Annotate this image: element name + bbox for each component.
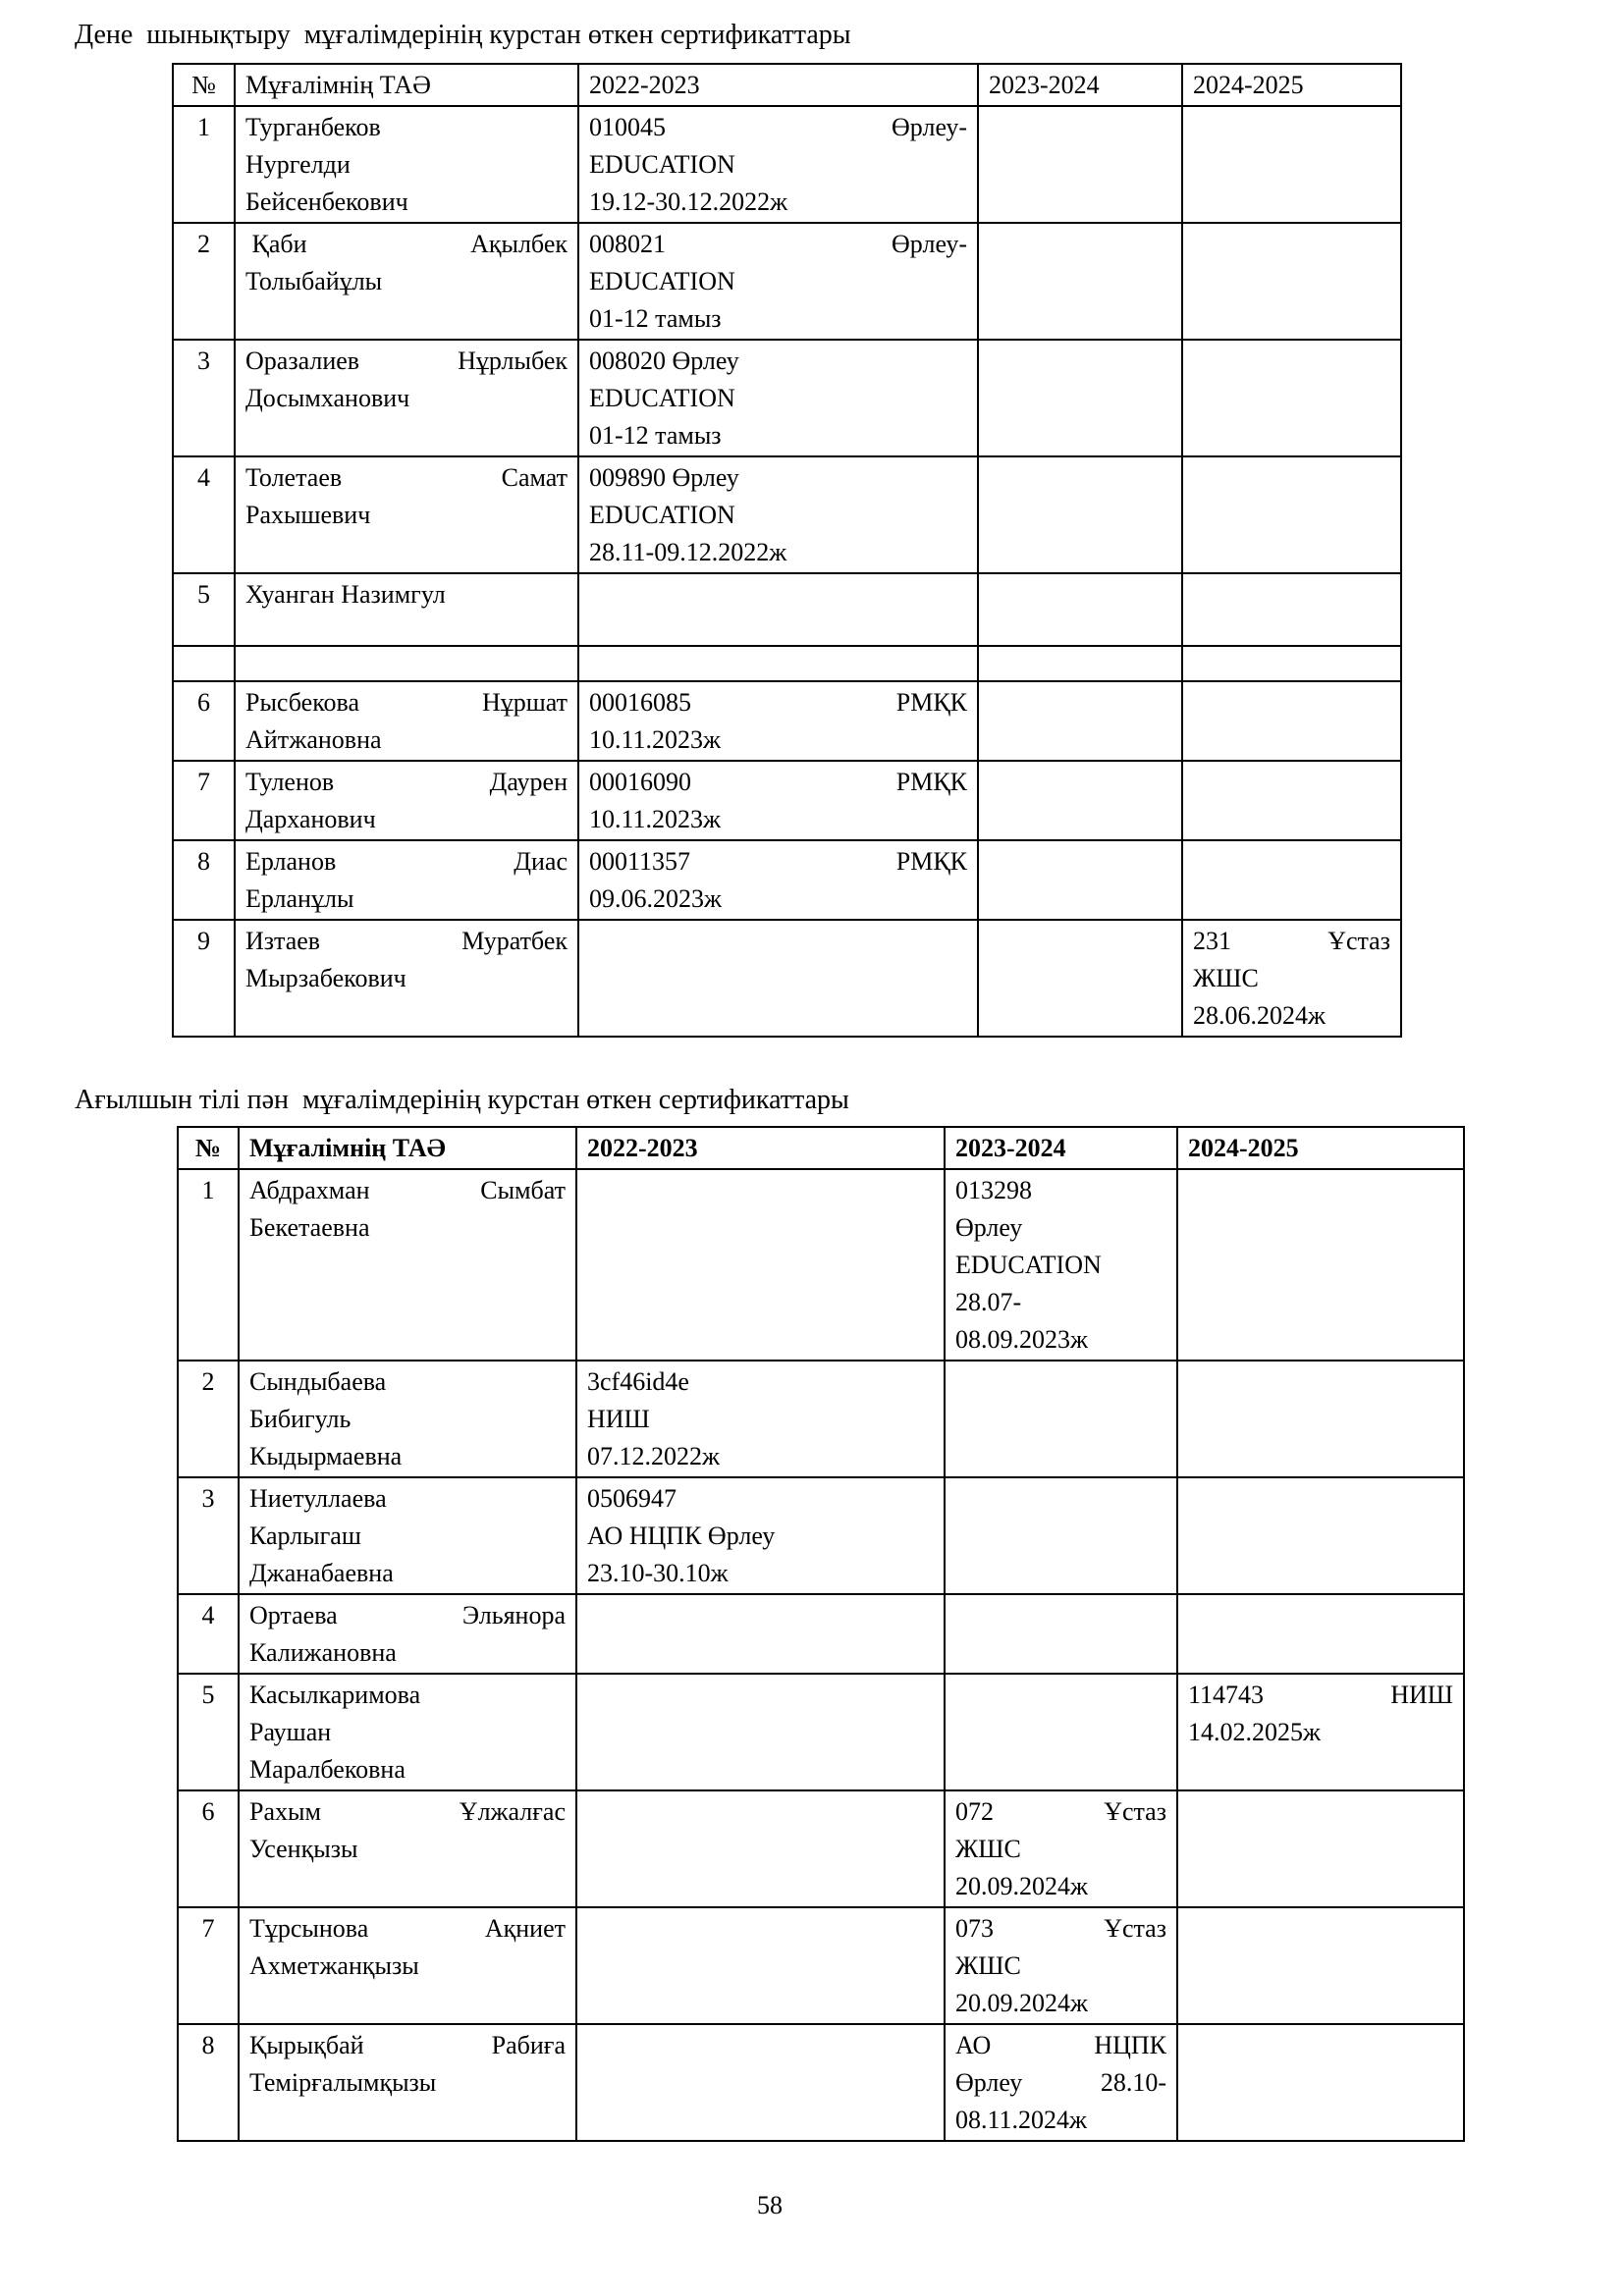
table-cell: [945, 1594, 1177, 1674]
table-cell: [578, 456, 978, 573]
table-cell: [576, 1907, 945, 2024]
table-cell: [1177, 2024, 1464, 2141]
cell-line: Маралбековна: [249, 1755, 406, 1784]
cell-line: Темірғалымқызы: [249, 2068, 437, 2097]
cell-line: 20.09.2024ж: [955, 1989, 1088, 2017]
cell-line: Сындыбаева: [249, 1367, 387, 1396]
table-row: [178, 1361, 1464, 1477]
table-cell: [576, 1674, 945, 1790]
cell-line: Хуанган Назимгул: [245, 580, 446, 609]
header-row: [178, 1127, 1464, 1169]
section-title-english-teachers: Ағылшын тілі пән мұғалімдерінің курстан өткен сертификаттары: [75, 1085, 849, 1115]
row-number-cell: 5: [173, 573, 235, 646]
table-row: [178, 2024, 1464, 2141]
cell-line: 00016090 РМҚК: [589, 768, 967, 796]
cell-line: 0506947: [587, 1484, 677, 1513]
cell-line: Ерланұлы: [245, 884, 354, 913]
table-cell: [945, 2024, 1177, 2141]
table-cell: [578, 840, 978, 920]
row-number-cell: 5: [178, 1674, 239, 1790]
cell-line: Қырықбай Рабиға: [249, 2031, 566, 2059]
section-title-pe-teachers: Дене шынықтыру мұғалімдерінің курстан өткен сертификаттары: [75, 20, 851, 50]
table-row: [178, 1674, 1464, 1790]
row-number-cell: 2: [173, 223, 235, 340]
column-header: 2024-2025: [1177, 1127, 1464, 1169]
table-row: [173, 223, 1401, 340]
cell-line: Рахым Ұлжалғас: [249, 1797, 566, 1826]
cell-line: 008020 Өрлеу: [589, 347, 739, 375]
table-row: [173, 681, 1401, 761]
row-number-cell: 9: [173, 920, 235, 1037]
cell-line: 20.09.2024ж: [955, 1872, 1088, 1900]
cell-line: НИШ: [587, 1405, 650, 1433]
column-header: Мұғалімнің ТАӘ: [239, 1127, 576, 1169]
cell-line: Калижановна: [249, 1638, 397, 1667]
table-cell: [235, 106, 578, 223]
table-cell: [576, 2024, 945, 2141]
cell-line: Оразалиев Нұрлыбек: [245, 347, 568, 375]
cell-line: Бейсенбекович: [245, 187, 408, 216]
cell-line: 23.10-30.10ж: [587, 1559, 729, 1587]
table-cell: [578, 761, 978, 840]
cell-line: Джанабаевна: [249, 1559, 394, 1587]
table-cell: [239, 1169, 576, 1361]
column-header: 2023-2024: [945, 1127, 1177, 1169]
row-number-cell: 7: [178, 1907, 239, 2024]
table-cell: [578, 340, 978, 456]
column-header: №: [178, 1127, 239, 1169]
table-cell: [1182, 920, 1401, 1037]
table-cell: [235, 573, 578, 646]
table-row: [178, 1907, 1464, 2024]
table-cell: [235, 340, 578, 456]
column-header: Мұғалімнің ТАӘ: [235, 64, 578, 106]
table-cell: [576, 1477, 945, 1594]
table-row: [173, 456, 1401, 573]
cell-line: EDUCATION: [589, 384, 735, 412]
cell-line: Турганбеков: [245, 113, 381, 141]
cell-line: Толетаев Самат: [245, 463, 568, 492]
cell-line: Өрлеу 28.10-: [955, 2068, 1166, 2097]
table-cell: [1177, 1169, 1464, 1361]
table-cell: [1182, 681, 1401, 761]
cell-line: 00016085 РМҚК: [589, 688, 967, 717]
table-cell: [578, 106, 978, 223]
table-row: [173, 106, 1401, 223]
table-cell: [235, 646, 578, 681]
table-row: [173, 646, 1401, 681]
cell-line: 3cf46id4e: [587, 1367, 689, 1396]
cell-line: АО НЦПК Өрлеу: [587, 1522, 776, 1550]
cell-line: Касылкаримова: [249, 1681, 421, 1709]
cell-line: Бекетаевна: [249, 1213, 370, 1242]
table-cell: [945, 1674, 1177, 1790]
cell-line: АО НЦПК: [955, 2031, 1166, 2059]
cell-line: Айтжановна: [245, 725, 382, 754]
row-number-cell: 1: [178, 1169, 239, 1361]
cell-line: EDUCATION: [589, 267, 735, 295]
table-cell: [945, 1361, 1177, 1477]
cell-line: 14.02.2025ж: [1188, 1718, 1321, 1746]
table-cell: [578, 646, 978, 681]
cell-line: Тұрсынова Ақниет: [249, 1914, 566, 1943]
cell-line: 072 Ұстаз: [955, 1797, 1166, 1826]
table-cell: [1182, 840, 1401, 920]
table-cell: [978, 920, 1182, 1037]
cell-line: Рысбекова Нұршат: [245, 688, 568, 717]
table-cell: [978, 106, 1182, 223]
cell-line: Мырзабекович: [245, 964, 406, 992]
table-cell: [578, 573, 978, 646]
cell-line: 00011357 РМҚК: [589, 847, 967, 876]
cell-line: 28.07-: [955, 1288, 1022, 1316]
table-row: [178, 1477, 1464, 1594]
row-number-cell: 4: [178, 1594, 239, 1674]
table-cell: [239, 1790, 576, 1907]
table-cell: [239, 2024, 576, 2141]
cell-line: 10.11.2023ж: [589, 805, 721, 833]
row-number-cell: 8: [178, 2024, 239, 2141]
table-row: [178, 1169, 1464, 1361]
cell-line: Туленов Даурен: [245, 768, 568, 796]
cell-line: Изтаев Муратбек: [245, 927, 568, 955]
english-certificates-table: [177, 1126, 1624, 2142]
row-number-cell: 3: [178, 1477, 239, 1594]
column-header: 2022-2023: [576, 1127, 945, 1169]
table-cell: [235, 840, 578, 920]
table-cell: [235, 761, 578, 840]
table-cell: [1182, 646, 1401, 681]
certificates-table: [177, 1126, 1465, 2142]
table-cell: [576, 1169, 945, 1361]
table-row: [178, 1594, 1464, 1674]
cell-line: 28.11-09.12.2022ж: [589, 538, 787, 566]
cell-line: Карлыгаш: [249, 1522, 361, 1550]
cell-line: Усенқызы: [249, 1835, 358, 1863]
table-cell: [235, 681, 578, 761]
cell-line: Ерланов Диас: [245, 847, 568, 876]
row-number-cell: 6: [173, 681, 235, 761]
table-row: [173, 340, 1401, 456]
table-cell: [235, 223, 578, 340]
cell-line: 008021 Өрлеу-: [589, 230, 967, 258]
table-cell: [945, 1790, 1177, 1907]
table-cell: [978, 761, 1182, 840]
table-cell: [1182, 761, 1401, 840]
table-cell: [1177, 1361, 1464, 1477]
table-row: [173, 840, 1401, 920]
cell-line: ЖШС: [1193, 964, 1259, 992]
cell-line: Ахметжанқызы: [249, 1951, 419, 1980]
table-cell: [576, 1361, 945, 1477]
cell-line: 09.06.2023ж: [589, 884, 722, 913]
cell-line: ЖШС: [955, 1835, 1021, 1863]
cell-line: 01-12 тамыз: [589, 421, 722, 450]
certificates-table: [172, 63, 1402, 1038]
cell-line: 114743 НИШ: [1188, 1681, 1453, 1709]
table-cell: [945, 1907, 1177, 2024]
table-cell: [1177, 1674, 1464, 1790]
pe-certificates-table: [172, 63, 1624, 1038]
table-cell: [945, 1477, 1177, 1594]
column-header: 2023-2024: [978, 64, 1182, 106]
cell-line: 01-12 тамыз: [589, 304, 722, 333]
row-number-cell: 1: [173, 106, 235, 223]
cell-line: EDUCATION: [589, 150, 735, 179]
cell-line: 010045 Өрлеу-: [589, 113, 967, 141]
table-cell: [978, 223, 1182, 340]
row-number-cell: 8: [173, 840, 235, 920]
table-cell: [978, 646, 1182, 681]
cell-line: Ниетуллаева: [249, 1484, 387, 1513]
cell-line: 19.12-30.12.2022ж: [589, 187, 788, 216]
table-row: [173, 573, 1401, 646]
cell-line: Нургелди: [245, 150, 351, 179]
table-cell: [578, 681, 978, 761]
cell-line: 08.09.2023ж: [955, 1325, 1088, 1354]
cell-line: 013298: [955, 1176, 1032, 1204]
table-cell: [1182, 340, 1401, 456]
table-row: [178, 1790, 1464, 1907]
cell-line: Қаби Ақылбек: [245, 230, 568, 258]
row-number-cell: 3: [173, 340, 235, 456]
table-cell: [239, 1477, 576, 1594]
cell-line: Абдрахман Сымбат: [249, 1176, 566, 1204]
cell-line: 009890 Өрлеу: [589, 463, 739, 492]
cell-line: 231 Ұстаз: [1193, 927, 1390, 955]
cell-line: ЖШС: [955, 1951, 1021, 1980]
column-header: 2024-2025: [1182, 64, 1401, 106]
table-cell: [239, 1594, 576, 1674]
cell-line: Ортаева Эльянора: [249, 1601, 566, 1629]
table-cell: [239, 1907, 576, 2024]
cell-line: EDUCATION: [589, 501, 735, 529]
cell-line: Раушан: [249, 1718, 332, 1746]
table-cell: [239, 1361, 576, 1477]
cell-line: Бибигуль: [249, 1405, 352, 1433]
table-cell: [576, 1594, 945, 1674]
row-number-cell: 2: [178, 1361, 239, 1477]
cell-line: 08.11.2024ж: [955, 2106, 1087, 2134]
table-row: [173, 920, 1401, 1037]
row-number-cell: 7: [173, 761, 235, 840]
cell-line: Толыбайұлы: [245, 267, 383, 295]
table-cell: [978, 840, 1182, 920]
table-cell: [578, 223, 978, 340]
header-row: [173, 64, 1401, 106]
column-header: №: [173, 64, 235, 106]
table-cell: [1182, 573, 1401, 646]
table-cell: [576, 1790, 945, 1907]
table-cell: [978, 456, 1182, 573]
table-cell: [1182, 106, 1401, 223]
cell-line: EDUCATION: [955, 1251, 1102, 1279]
table-cell: [1177, 1477, 1464, 1594]
table-cell: [1182, 456, 1401, 573]
cell-line: Кыдырмаевна: [249, 1442, 403, 1470]
table-cell: [235, 456, 578, 573]
cell-line: Досымханович: [245, 384, 410, 412]
cell-line: Дарханович: [245, 805, 376, 833]
table-cell: [978, 573, 1182, 646]
table-cell: [1182, 223, 1401, 340]
table-cell: [978, 681, 1182, 761]
row-number-cell: [173, 646, 235, 681]
cell-line: 28.06.2024ж: [1193, 1001, 1326, 1030]
cell-line: 10.11.2023ж: [589, 725, 721, 754]
table-cell: [978, 340, 1182, 456]
cell-line: Рахышевич: [245, 501, 371, 529]
table-cell: [578, 920, 978, 1037]
table-cell: [239, 1674, 576, 1790]
column-header: 2022-2023: [578, 64, 978, 106]
row-number-cell: 6: [178, 1790, 239, 1907]
cell-line: Өрлеу: [955, 1213, 1023, 1242]
table-cell: [945, 1169, 1177, 1361]
cell-line: 07.12.2022ж: [587, 1442, 720, 1470]
cell-line: 073 Ұстаз: [955, 1914, 1166, 1943]
table-cell: [1177, 1594, 1464, 1674]
table-row: [173, 761, 1401, 840]
row-number-cell: 4: [173, 456, 235, 573]
page-number: 58: [757, 2191, 783, 2219]
table-cell: [1177, 1907, 1464, 2024]
table-cell: [235, 920, 578, 1037]
table-cell: [1177, 1790, 1464, 1907]
